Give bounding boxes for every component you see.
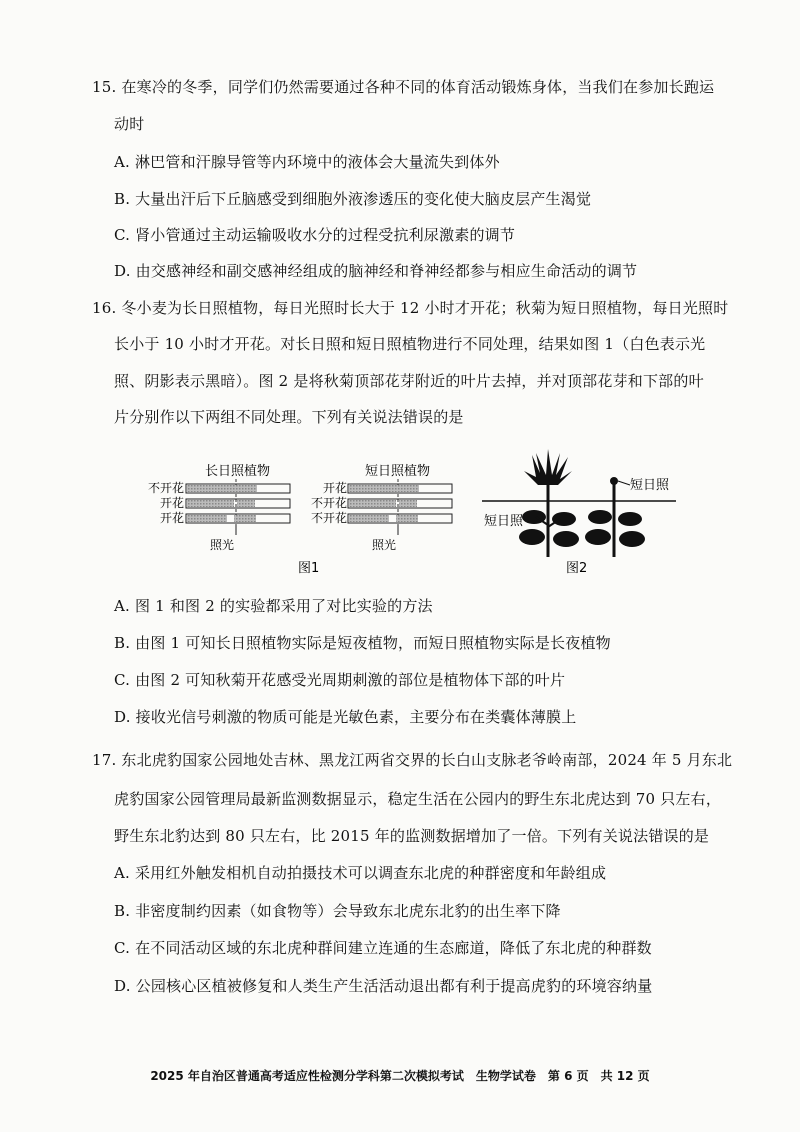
fig1-long-row1-label: 不开花 — [148, 481, 185, 495]
fig1-short-bar1 — [348, 484, 452, 493]
q16-stem-line2: 长小于 10 小时才开花。对长日照和短日照植物进行不同处理，结果如图 1（白色表示光 — [114, 335, 706, 353]
q16-option-a: A. 图 1 和图 2 的实验都采用了对比实验的方法 — [114, 597, 433, 615]
fig1-short-bar2 — [348, 499, 452, 508]
fig1-long-row2-label: 开花 — [160, 496, 185, 510]
figure-1 — [140, 455, 470, 575]
fig1-short-row1-label: 开花 — [323, 481, 348, 495]
fig1-short-row2-label: 不开花 — [311, 496, 348, 510]
page-footer: 2025 年自治区普通高考适应性检测分学科第二次模拟考试 生物学试卷 第 6 页 共 12 页 — [150, 1069, 650, 1083]
fig2-caption: 图2 — [566, 561, 588, 575]
q17-stem-line1: 17. 东北虎豹国家公园地处吉林、黑龙江两省交界的长白山支脉老爷岭南部，2024 年 5 月东北 — [92, 751, 733, 769]
fig2-top-label: 短日照 — [630, 478, 670, 493]
fig1-long-bar2 — [186, 499, 290, 508]
fig2-plant-left — [519, 449, 579, 557]
q15-stem-line1: 15. 在寒冷的冬季，同学们仍然需要通过各种不同的体育活动锻炼身体，当我们在参加长跑运 — [92, 78, 715, 96]
q17-option-d: D. 公园核心区植被修复和人类生产生活活动退出都有利于提高虎豹的环境容纳量 — [114, 977, 653, 995]
figure-2 — [480, 445, 700, 575]
fig1-short-row3-label: 不开花 — [311, 511, 348, 525]
q16-option-c: C. 由图 2 可知秋菊开花感受光周期刺激的部位是植物体下部的叶片 — [114, 671, 566, 689]
q17-stem-line2: 虎豹国家公园管理局最新监测数据显示，稳定生活在公园内的野生东北虎达到 70 只左右， — [114, 790, 722, 808]
q15-option-b: B. 大量出汗后下丘脑感受到细胞外液渗透压的变化使大脑皮层产生渴觉 — [114, 190, 592, 208]
q16-option-b: B. 由图 1 可知长日照植物实际是短夜植物，而短日照植物实际是长夜植物 — [114, 634, 611, 652]
q17-stem-line3: 野生东北豹达到 80 只左右，比 2015 年的监测数据增加了一倍。下列有关说法错误的是 — [114, 827, 710, 845]
q15-option-d: D. 由交感神经和副交感神经组成的脑神经和脊神经都参与相应生命活动的调节 — [114, 262, 638, 280]
fig1-short-bar3 — [348, 514, 452, 523]
fig1-long-light-label: 照光 — [210, 538, 235, 552]
q16-stem-line1: 16. 冬小麦为长日照植物，每日光照时长大于 12 小时才开花；秋菊为短日照植物，每日光照时 — [92, 299, 729, 317]
q16-stem-line3: 照、阴影表示黑暗）。图 2 是将秋菊顶部花芽附近的叶片去掉，并对顶部花芽和下部的叶 — [114, 372, 704, 390]
fig1-long-title: 长日照植物 — [205, 464, 271, 479]
fig1-long-row3-label: 开花 — [160, 511, 185, 525]
q15-option-a: A. 淋巴管和汗腺导管等内环境中的液体会大量流失到体外 — [114, 153, 500, 171]
q17-option-b: B. 非密度制约因素（如食物等）会导致东北虎东北豹的出生率下降 — [114, 902, 561, 920]
fig2-pointer — [618, 481, 630, 485]
q15-option-c: C. 肾小管通过主动运输吸收水分的过程受抗利尿激素的调节 — [114, 226, 516, 244]
q17-option-a: A. 采用红外触发相机自动拍摄技术可以调查东北虎的种群密度和年龄组成 — [114, 864, 607, 882]
q15-stem-line2: 动时 — [114, 115, 145, 133]
fig1-short-title: 短日照植物 — [365, 464, 431, 479]
q16-option-d: D. 接收光信号刺激的物质可能是光敏色素，主要分布在类囊体薄膜上 — [114, 708, 577, 726]
fig1-short-light-label: 照光 — [372, 538, 397, 552]
fig1-caption: 图1 — [298, 561, 320, 575]
fig2-bottom-label: 短日照 — [484, 514, 524, 529]
q17-option-c: C. 在不同活动区域的东北虎种群间建立连通的生态廊道，降低了东北虎的种群数 — [114, 939, 652, 957]
fig1-long-bar1 — [186, 484, 290, 493]
fig1-long-bar3 — [186, 514, 290, 523]
q16-stem-line4: 片分别作以下两组不同处理。下列有关说法错误的是 — [114, 408, 464, 426]
